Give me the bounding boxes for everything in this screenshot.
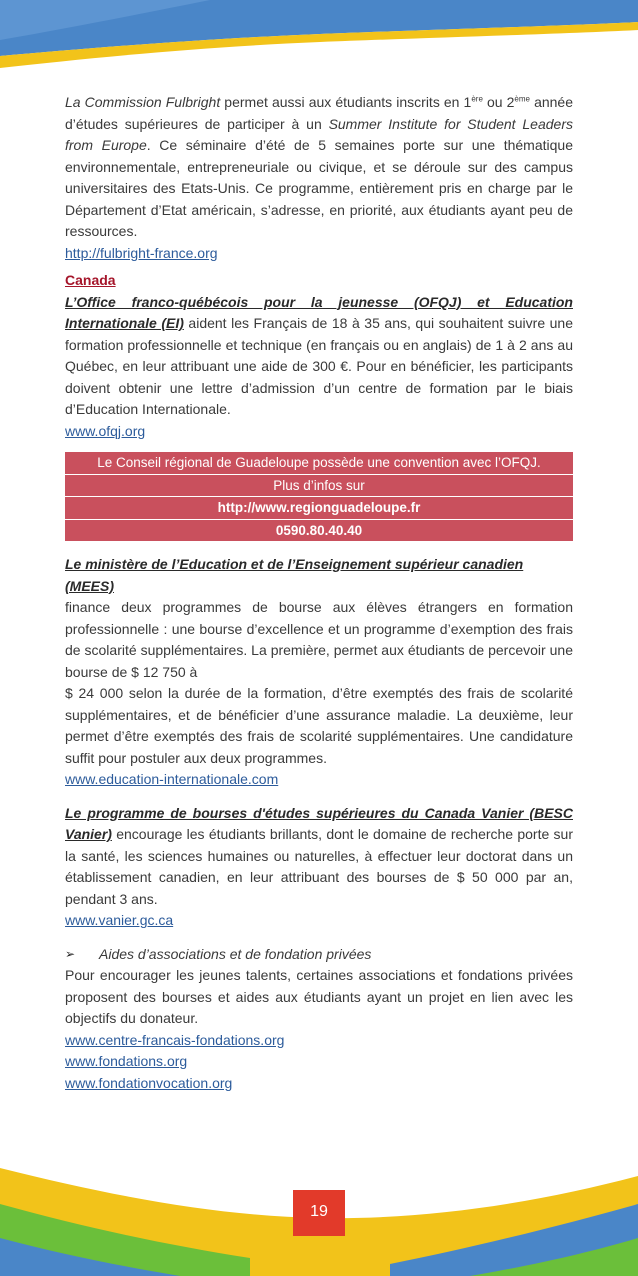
vanier-link[interactable]: www.vanier.gc.ca [65,912,174,928]
notice-phone: 0590.80.40.40 [65,520,573,542]
text-run: année d’études supérieures de participer à un [65,94,573,132]
foundation-link[interactable]: www.centre-francais-fondations.org [65,1031,285,1048]
program-name: Summer Institute for Student Leaders from Europe [65,115,573,153]
text-run: . Ce séminaire d’été de 5 semaines porte sur une thématique environnementale, entrepreneuriale ou civique, et se déroule sur des campus universitaires des Etats-Unis. Ce programme, entièrement pris en charge par le Département d’Etat américain, s’adresse, en priorité, aux étudiants ayant peu de ressources. [65,137,573,239]
fulbright-link[interactable]: http://fulbright-france.org [65,244,218,261]
fulbright-name: La Commission Fulbright [65,94,221,110]
mees-title: Le ministère de l’Education et de l’Enseignement supérieur canadien (MEES) [65,556,524,594]
top-decoration [0,0,638,80]
section-title-canada: Canada [65,272,116,288]
foundations-paragraph: Pour encourager les jeunes talents, certaines associations et fondations privées proposent des bourses et aides aux étudiants ayant un projet en lien avec les objectifs du donateur. [65,967,573,1026]
mees-paragraph-2: $ 24 000 selon la durée de la formation, d’être exemptés des frais de scolarité supplémentaires, et de bénéficier d’une assurance maladie. La deuxième, leur permet d’être exemptés des frais de scolarité supplémentaires. Une candidature suffit pour postuler aux deux programmes. [65,685,573,766]
ofqj-link[interactable]: www.ofqj.org [65,422,146,439]
notice-url-link[interactable]: http://www.regionguadeloupe.fr [65,497,573,519]
notice-line: Le Conseil régional de Guadeloupe possède une convention avec l’OFQJ. [65,452,573,474]
text-run: aident les Français de 18 à 35 ans, qui souhaitent suivre une formation professionnelle et technique (en français ou en anglais) de 1 à 2 ans au Québec, en leur attribuant une aide de 300 €. Pour en bénéficier, les participants doivent obtenir une lettre d’admission d’un centre de formation par le biais d’Education Internationale. [65,315,574,417]
foundations-heading-text: Aides d’associations et de fondation privées [99,945,372,962]
fulbright-paragraph [65,92,573,243]
ofqj-title: L’Office franco-québécois pour la jeunesse (OFQJ) et Education Internationale (EI) [65,293,573,331]
guadeloupe-notice-box [65,452,573,541]
notice-line: Plus d’infos sur [65,475,573,497]
mees-link[interactable]: www.education-internationale.com [65,771,279,787]
text-run: ou 2 [482,94,515,110]
foundations-heading [65,944,573,966]
page-content [65,92,573,1094]
ofqj-paragraph [65,292,573,421]
ordinal-sup: ème [514,94,530,104]
text-run: encourage les étudiants brillants, dont le domaine de recherche porte sur la santé, les sciences humaines ou naturelles, à effectuer leur doctorat dans un établissement canadien, en leur attribuant des bourses de $ 50 000 par an, pendant 3 ans. [65,826,573,907]
foundation-link[interactable]: www.fondationvocation.org [65,1074,233,1091]
arrow-bullet-icon: ➢ [65,946,76,961]
mees-paragraph: finance deux programmes de bourse aux élèves étrangers en formation professionnelle : une bourse d’excellence et un programme d’exemption des frais de scolarité supplémentaires. La première, permet aux étudiants de percevoir une bourse de $ 12 750 à [65,599,573,680]
vanier-title: Le programme de bourses d'études supérieures du Canada Vanier (BESC Vanier) [65,804,573,842]
foundation-link[interactable]: www.fondations.org [65,1053,188,1069]
vanier-paragraph [65,803,573,911]
text-run: permet aussi aux étudiants inscrits en 1 [220,94,472,110]
page-number: 19 [293,1190,345,1236]
ordinal-sup: ère [471,94,483,104]
